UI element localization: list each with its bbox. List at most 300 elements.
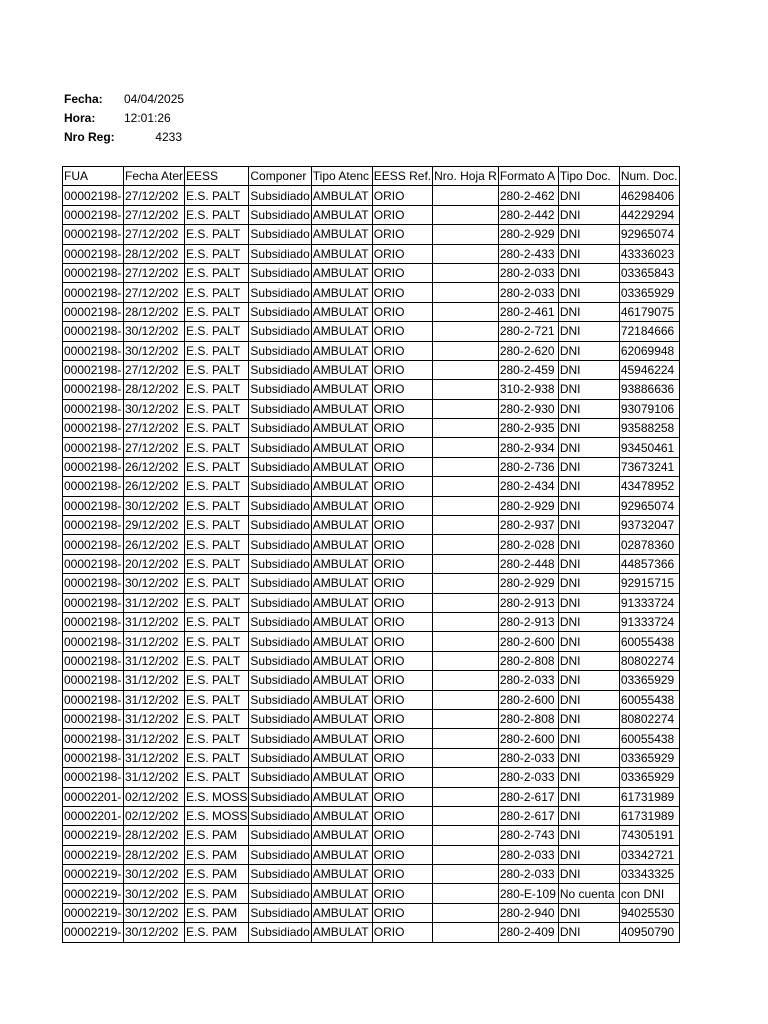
cell-tipo-atencion: AMBULAT bbox=[311, 516, 372, 535]
cell-eess-ref: ORIO bbox=[372, 593, 432, 612]
cell-componente: Subsidiado bbox=[249, 671, 311, 690]
cell-tipo-atencion: AMBULAT bbox=[311, 399, 372, 418]
cell-nro-hoja bbox=[433, 612, 499, 631]
cell-formato: 280-E-109 bbox=[498, 884, 558, 903]
cell-fua: 00002198- bbox=[63, 574, 124, 593]
cell-componente: Subsidiado bbox=[249, 612, 311, 631]
cell-tipo-atencion: AMBULAT bbox=[311, 729, 372, 748]
table-row bbox=[63, 244, 680, 263]
cell-num-doc: 92915715 bbox=[619, 574, 679, 593]
cell-eess-ref: ORIO bbox=[372, 283, 432, 302]
cell-eess-ref: ORIO bbox=[372, 225, 432, 244]
cell-tipo-doc: DNI bbox=[558, 419, 619, 438]
cell-num-doc: 44229294 bbox=[619, 205, 679, 224]
cell-eess: E.S. PALT bbox=[185, 399, 249, 418]
cell-formato: 280-2-617 bbox=[498, 806, 558, 825]
table-row bbox=[63, 826, 680, 845]
cell-tipo-doc: DNI bbox=[558, 709, 619, 728]
cell-nro-hoja bbox=[433, 205, 499, 224]
cell-formato: 310-2-938 bbox=[498, 380, 558, 399]
cell-componente: Subsidiado bbox=[249, 651, 311, 670]
cell-formato: 280-2-600 bbox=[498, 690, 558, 709]
cell-fecha-atencion: 28/12/202 bbox=[124, 380, 185, 399]
cell-fua: 00002198- bbox=[63, 516, 124, 535]
cell-fecha-atencion: 26/12/202 bbox=[124, 535, 185, 554]
cell-formato: 280-2-459 bbox=[498, 360, 558, 379]
cell-tipo-atencion: AMBULAT bbox=[311, 419, 372, 438]
cell-tipo-atencion: AMBULAT bbox=[311, 768, 372, 787]
cell-fua: 00002219- bbox=[63, 884, 124, 903]
cell-fua: 00002219- bbox=[63, 923, 124, 942]
cell-fua: 00002219- bbox=[63, 826, 124, 845]
cell-componente: Subsidiado bbox=[249, 787, 311, 806]
cell-componente: Subsidiado bbox=[249, 806, 311, 825]
cell-num-doc: 61731989 bbox=[619, 806, 679, 825]
cell-componente: Subsidiado bbox=[249, 263, 311, 282]
cell-tipo-atencion: AMBULAT bbox=[311, 457, 372, 476]
cell-fua: 00002219- bbox=[63, 903, 124, 922]
cell-formato: 280-2-033 bbox=[498, 845, 558, 864]
cell-fecha-atencion: 29/12/202 bbox=[124, 516, 185, 535]
cell-tipo-doc: DNI bbox=[558, 263, 619, 282]
cell-num-doc: 73673241 bbox=[619, 457, 679, 476]
cell-formato: 280-2-935 bbox=[498, 419, 558, 438]
cell-eess: E.S. PALT bbox=[185, 632, 249, 651]
cell-eess: E.S. PALT bbox=[185, 263, 249, 282]
cell-eess-ref: ORIO bbox=[372, 651, 432, 670]
cell-nro-hoja bbox=[433, 341, 499, 360]
cell-formato: 280-2-940 bbox=[498, 903, 558, 922]
cell-formato: 280-2-930 bbox=[498, 399, 558, 418]
cell-tipo-atencion: AMBULAT bbox=[311, 903, 372, 922]
cell-tipo-atencion: AMBULAT bbox=[311, 225, 372, 244]
cell-tipo-doc: DNI bbox=[558, 477, 619, 496]
cell-eess: E.S. PALT bbox=[185, 477, 249, 496]
cell-eess-ref: ORIO bbox=[372, 806, 432, 825]
cell-componente: Subsidiado bbox=[249, 768, 311, 787]
cell-num-doc: 93450461 bbox=[619, 438, 679, 457]
cell-fecha-atencion: 27/12/202 bbox=[124, 419, 185, 438]
cell-tipo-atencion: AMBULAT bbox=[311, 806, 372, 825]
cell-componente: Subsidiado bbox=[249, 496, 311, 515]
cell-fua: 00002198- bbox=[63, 535, 124, 554]
column-header-componente: Componer bbox=[249, 167, 311, 186]
cell-fua: 00002198- bbox=[63, 651, 124, 670]
cell-componente: Subsidiado bbox=[249, 205, 311, 224]
cell-eess: E.S. PAM bbox=[185, 903, 249, 922]
cell-tipo-atencion: AMBULAT bbox=[311, 845, 372, 864]
cell-nro-hoja bbox=[433, 748, 499, 767]
cell-formato: 280-2-620 bbox=[498, 341, 558, 360]
cell-formato: 280-2-033 bbox=[498, 283, 558, 302]
cell-nro-hoja bbox=[433, 651, 499, 670]
cell-tipo-doc: DNI bbox=[558, 322, 619, 341]
cell-tipo-atencion: AMBULAT bbox=[311, 632, 372, 651]
cell-eess-ref: ORIO bbox=[372, 923, 432, 942]
cell-num-doc: 03365929 bbox=[619, 671, 679, 690]
cell-eess-ref: ORIO bbox=[372, 399, 432, 418]
cell-num-doc: 60055438 bbox=[619, 632, 679, 651]
table-header-row bbox=[63, 167, 680, 186]
table-row bbox=[63, 806, 680, 825]
cell-eess-ref: ORIO bbox=[372, 516, 432, 535]
cell-fua: 00002198- bbox=[63, 632, 124, 651]
cell-fecha-atencion: 27/12/202 bbox=[124, 186, 185, 205]
cell-tipo-doc: DNI bbox=[558, 729, 619, 748]
cell-componente: Subsidiado bbox=[249, 554, 311, 573]
cell-tipo-atencion: AMBULAT bbox=[311, 826, 372, 845]
cell-fua: 00002198- bbox=[63, 263, 124, 282]
cell-componente: Subsidiado bbox=[249, 283, 311, 302]
table-row bbox=[63, 302, 680, 321]
cell-componente: Subsidiado bbox=[249, 923, 311, 942]
cell-eess-ref: ORIO bbox=[372, 263, 432, 282]
cell-formato: 280-2-913 bbox=[498, 593, 558, 612]
cell-formato: 280-2-913 bbox=[498, 612, 558, 631]
cell-fua: 00002198- bbox=[63, 477, 124, 496]
cell-eess: E.S. PALT bbox=[185, 612, 249, 631]
cell-eess: E.S. PAM bbox=[185, 845, 249, 864]
cell-num-doc: 45946224 bbox=[619, 360, 679, 379]
cell-eess: E.S. PALT bbox=[185, 380, 249, 399]
cell-tipo-atencion: AMBULAT bbox=[311, 360, 372, 379]
cell-eess-ref: ORIO bbox=[372, 186, 432, 205]
cell-eess: E.S. PALT bbox=[185, 205, 249, 224]
table-row bbox=[63, 322, 680, 341]
cell-tipo-atencion: AMBULAT bbox=[311, 205, 372, 224]
cell-eess: E.S. PALT bbox=[185, 283, 249, 302]
cell-nro-hoja bbox=[433, 225, 499, 244]
nro-reg-label: Nro Reg: bbox=[64, 130, 115, 144]
table-row bbox=[63, 263, 680, 282]
cell-fua: 00002201- bbox=[63, 787, 124, 806]
cell-formato: 280-2-929 bbox=[498, 574, 558, 593]
cell-eess-ref: ORIO bbox=[372, 865, 432, 884]
cell-num-doc: 93079106 bbox=[619, 399, 679, 418]
table-row bbox=[63, 865, 680, 884]
cell-fecha-atencion: 31/12/202 bbox=[124, 612, 185, 631]
cell-fecha-atencion: 27/12/202 bbox=[124, 283, 185, 302]
cell-formato: 280-2-934 bbox=[498, 438, 558, 457]
cell-fua: 00002198- bbox=[63, 283, 124, 302]
cell-eess-ref: ORIO bbox=[372, 671, 432, 690]
cell-num-doc: 93886636 bbox=[619, 380, 679, 399]
column-header-fecha-atencion: Fecha Ater bbox=[124, 167, 185, 186]
cell-formato: 280-2-033 bbox=[498, 263, 558, 282]
cell-nro-hoja bbox=[433, 477, 499, 496]
cell-componente: Subsidiado bbox=[249, 574, 311, 593]
cell-tipo-atencion: AMBULAT bbox=[311, 496, 372, 515]
column-header-formato: Formato A bbox=[498, 167, 558, 186]
table-body bbox=[63, 186, 680, 942]
cell-fecha-atencion: 31/12/202 bbox=[124, 768, 185, 787]
cell-formato: 280-2-808 bbox=[498, 709, 558, 728]
cell-formato: 280-2-617 bbox=[498, 787, 558, 806]
fecha-label: Fecha: bbox=[64, 92, 103, 106]
cell-nro-hoja bbox=[433, 729, 499, 748]
cell-eess-ref: ORIO bbox=[372, 554, 432, 573]
cell-eess: E.S. PALT bbox=[185, 729, 249, 748]
cell-componente: Subsidiado bbox=[249, 477, 311, 496]
cell-fecha-atencion: 31/12/202 bbox=[124, 593, 185, 612]
cell-fecha-atencion: 30/12/202 bbox=[124, 322, 185, 341]
cell-tipo-atencion: AMBULAT bbox=[311, 283, 372, 302]
table-row bbox=[63, 612, 680, 631]
cell-num-doc: con DNI bbox=[619, 884, 679, 903]
table-row bbox=[63, 380, 680, 399]
cell-fua: 00002198- bbox=[63, 186, 124, 205]
cell-nro-hoja bbox=[433, 903, 499, 922]
cell-eess: E.S. PALT bbox=[185, 244, 249, 263]
cell-tipo-doc: DNI bbox=[558, 554, 619, 573]
cell-componente: Subsidiado bbox=[249, 225, 311, 244]
cell-tipo-atencion: AMBULAT bbox=[311, 574, 372, 593]
cell-num-doc: 61731989 bbox=[619, 787, 679, 806]
cell-eess-ref: ORIO bbox=[372, 845, 432, 864]
cell-formato: 280-2-736 bbox=[498, 457, 558, 476]
cell-num-doc: 03365929 bbox=[619, 748, 679, 767]
cell-tipo-doc: DNI bbox=[558, 360, 619, 379]
cell-num-doc: 74305191 bbox=[619, 826, 679, 845]
hora-row bbox=[64, 111, 171, 125]
cell-num-doc: 93732047 bbox=[619, 516, 679, 535]
cell-fua: 00002198- bbox=[63, 380, 124, 399]
table-row bbox=[63, 651, 680, 670]
cell-fua: 00002198- bbox=[63, 690, 124, 709]
table-row bbox=[63, 845, 680, 864]
cell-eess: E.S. PALT bbox=[185, 322, 249, 341]
column-header-num-doc: Num. Doc. bbox=[619, 167, 679, 186]
cell-eess: E.S. PALT bbox=[185, 457, 249, 476]
table-row bbox=[63, 438, 680, 457]
cell-tipo-atencion: AMBULAT bbox=[311, 651, 372, 670]
cell-eess-ref: ORIO bbox=[372, 709, 432, 728]
cell-tipo-atencion: AMBULAT bbox=[311, 322, 372, 341]
table-row bbox=[63, 690, 680, 709]
cell-tipo-doc: DNI bbox=[558, 748, 619, 767]
table-row bbox=[63, 554, 680, 573]
cell-num-doc: 03365929 bbox=[619, 768, 679, 787]
cell-nro-hoja bbox=[433, 632, 499, 651]
cell-fua: 00002198- bbox=[63, 709, 124, 728]
table-row bbox=[63, 516, 680, 535]
cell-nro-hoja bbox=[433, 322, 499, 341]
cell-tipo-doc: DNI bbox=[558, 244, 619, 263]
cell-eess: E.S. PALT bbox=[185, 593, 249, 612]
cell-componente: Subsidiado bbox=[249, 729, 311, 748]
cell-eess-ref: ORIO bbox=[372, 438, 432, 457]
column-header-tipo-doc: Tipo Doc. bbox=[558, 167, 619, 186]
cell-fecha-atencion: 31/12/202 bbox=[124, 729, 185, 748]
cell-eess-ref: ORIO bbox=[372, 380, 432, 399]
fecha-row bbox=[64, 92, 184, 106]
cell-tipo-doc: DNI bbox=[558, 186, 619, 205]
cell-nro-hoja bbox=[433, 884, 499, 903]
cell-eess: E.S. PAM bbox=[185, 923, 249, 942]
cell-tipo-atencion: AMBULAT bbox=[311, 302, 372, 321]
cell-nro-hoja bbox=[433, 574, 499, 593]
cell-eess-ref: ORIO bbox=[372, 360, 432, 379]
table-row bbox=[63, 903, 680, 922]
cell-tipo-doc: No cuenta bbox=[558, 884, 619, 903]
cell-num-doc: 91333724 bbox=[619, 593, 679, 612]
cell-nro-hoja bbox=[433, 709, 499, 728]
cell-tipo-atencion: AMBULAT bbox=[311, 244, 372, 263]
table-row bbox=[63, 787, 680, 806]
cell-fua: 00002198- bbox=[63, 302, 124, 321]
nro-reg-row bbox=[64, 130, 182, 144]
cell-tipo-doc: DNI bbox=[558, 806, 619, 825]
table-row bbox=[63, 923, 680, 942]
cell-fua: 00002198- bbox=[63, 496, 124, 515]
cell-fecha-atencion: 30/12/202 bbox=[124, 341, 185, 360]
cell-fua: 00002198- bbox=[63, 399, 124, 418]
table-row bbox=[63, 205, 680, 224]
cell-componente: Subsidiado bbox=[249, 341, 311, 360]
cell-fecha-atencion: 27/12/202 bbox=[124, 225, 185, 244]
cell-componente: Subsidiado bbox=[249, 399, 311, 418]
cell-tipo-doc: DNI bbox=[558, 690, 619, 709]
cell-eess-ref: ORIO bbox=[372, 884, 432, 903]
cell-eess-ref: ORIO bbox=[372, 903, 432, 922]
cell-fecha-atencion: 31/12/202 bbox=[124, 651, 185, 670]
table-row bbox=[63, 768, 680, 787]
cell-eess: E.S. PAM bbox=[185, 884, 249, 903]
column-header-nro-hoja: Nro. Hoja R bbox=[433, 167, 499, 186]
table-row bbox=[63, 632, 680, 651]
table-row bbox=[63, 535, 680, 554]
cell-eess: E.S. PALT bbox=[185, 671, 249, 690]
cell-tipo-doc: DNI bbox=[558, 341, 619, 360]
cell-num-doc: 44857366 bbox=[619, 554, 679, 573]
cell-nro-hoja bbox=[433, 535, 499, 554]
fua-table bbox=[62, 166, 680, 943]
cell-nro-hoja bbox=[433, 419, 499, 438]
cell-nro-hoja bbox=[433, 263, 499, 282]
cell-nro-hoja bbox=[433, 283, 499, 302]
cell-eess: E.S. PALT bbox=[185, 768, 249, 787]
cell-formato: 280-2-033 bbox=[498, 768, 558, 787]
cell-num-doc: 46179075 bbox=[619, 302, 679, 321]
cell-tipo-doc: DNI bbox=[558, 671, 619, 690]
cell-eess-ref: ORIO bbox=[372, 341, 432, 360]
hora-value: 12:01:26 bbox=[124, 111, 171, 125]
cell-eess: E.S. PALT bbox=[185, 496, 249, 515]
table-row bbox=[63, 419, 680, 438]
cell-num-doc: 60055438 bbox=[619, 690, 679, 709]
cell-nro-hoja bbox=[433, 302, 499, 321]
cell-fecha-atencion: 28/12/202 bbox=[124, 302, 185, 321]
cell-num-doc: 80802274 bbox=[619, 709, 679, 728]
cell-tipo-doc: DNI bbox=[558, 302, 619, 321]
cell-fua: 00002198- bbox=[63, 457, 124, 476]
cell-tipo-doc: DNI bbox=[558, 496, 619, 515]
cell-fua: 00002198- bbox=[63, 244, 124, 263]
cell-formato: 280-2-600 bbox=[498, 632, 558, 651]
cell-eess: E.S. PALT bbox=[185, 225, 249, 244]
table-row bbox=[63, 748, 680, 767]
cell-eess: E.S. PALT bbox=[185, 419, 249, 438]
cell-nro-hoja bbox=[433, 865, 499, 884]
cell-tipo-doc: DNI bbox=[558, 225, 619, 244]
cell-tipo-doc: DNI bbox=[558, 283, 619, 302]
cell-nro-hoja bbox=[433, 516, 499, 535]
cell-eess: E.S. PALT bbox=[185, 554, 249, 573]
cell-eess-ref: ORIO bbox=[372, 826, 432, 845]
cell-formato: 280-2-461 bbox=[498, 302, 558, 321]
cell-nro-hoja bbox=[433, 787, 499, 806]
cell-fua: 00002198- bbox=[63, 768, 124, 787]
cell-componente: Subsidiado bbox=[249, 845, 311, 864]
cell-tipo-atencion: AMBULAT bbox=[311, 535, 372, 554]
cell-formato: 280-2-721 bbox=[498, 322, 558, 341]
cell-formato: 280-2-937 bbox=[498, 516, 558, 535]
cell-formato: 280-2-033 bbox=[498, 671, 558, 690]
cell-tipo-atencion: AMBULAT bbox=[311, 884, 372, 903]
table-row bbox=[63, 283, 680, 302]
cell-nro-hoja bbox=[433, 186, 499, 205]
cell-tipo-doc: DNI bbox=[558, 903, 619, 922]
cell-nro-hoja bbox=[433, 244, 499, 263]
cell-num-doc: 94025530 bbox=[619, 903, 679, 922]
cell-fua: 00002198- bbox=[63, 205, 124, 224]
cell-fua: 00002198- bbox=[63, 341, 124, 360]
cell-tipo-atencion: AMBULAT bbox=[311, 671, 372, 690]
cell-eess-ref: ORIO bbox=[372, 535, 432, 554]
cell-tipo-doc: DNI bbox=[558, 535, 619, 554]
cell-num-doc: 03365929 bbox=[619, 283, 679, 302]
cell-nro-hoja bbox=[433, 554, 499, 573]
cell-fecha-atencion: 31/12/202 bbox=[124, 632, 185, 651]
cell-tipo-doc: DNI bbox=[558, 632, 619, 651]
cell-componente: Subsidiado bbox=[249, 438, 311, 457]
cell-fua: 00002198- bbox=[63, 612, 124, 631]
table-row bbox=[63, 496, 680, 515]
cell-fua: 00002198- bbox=[63, 322, 124, 341]
cell-num-doc: 93588258 bbox=[619, 419, 679, 438]
table-row bbox=[63, 341, 680, 360]
cell-fecha-atencion: 31/12/202 bbox=[124, 671, 185, 690]
column-header-tipo-atencion: Tipo Atenc bbox=[311, 167, 372, 186]
cell-eess: E.S. PALT bbox=[185, 516, 249, 535]
cell-fecha-atencion: 30/12/202 bbox=[124, 399, 185, 418]
cell-fecha-atencion: 31/12/202 bbox=[124, 690, 185, 709]
cell-eess: E.S. PALT bbox=[185, 748, 249, 767]
cell-eess: E.S. PAM bbox=[185, 865, 249, 884]
nro-reg-value: 4233 bbox=[155, 130, 182, 144]
cell-eess: E.S. PALT bbox=[185, 709, 249, 728]
cell-formato: 280-2-434 bbox=[498, 477, 558, 496]
cell-fecha-atencion: 26/12/202 bbox=[124, 457, 185, 476]
cell-nro-hoja bbox=[433, 593, 499, 612]
cell-eess: E.S. PALT bbox=[185, 360, 249, 379]
cell-componente: Subsidiado bbox=[249, 709, 311, 728]
cell-componente: Subsidiado bbox=[249, 884, 311, 903]
cell-fecha-atencion: 28/12/202 bbox=[124, 845, 185, 864]
cell-num-doc: 62069948 bbox=[619, 341, 679, 360]
cell-nro-hoja bbox=[433, 496, 499, 515]
cell-tipo-doc: DNI bbox=[558, 865, 619, 884]
cell-eess: E.S. PALT bbox=[185, 438, 249, 457]
cell-nro-hoja bbox=[433, 380, 499, 399]
cell-eess-ref: ORIO bbox=[372, 632, 432, 651]
cell-tipo-doc: DNI bbox=[558, 768, 619, 787]
cell-formato: 280-2-433 bbox=[498, 244, 558, 263]
cell-num-doc: 92965074 bbox=[619, 496, 679, 515]
cell-num-doc: 02878360 bbox=[619, 535, 679, 554]
cell-componente: Subsidiado bbox=[249, 903, 311, 922]
cell-num-doc: 80802274 bbox=[619, 651, 679, 670]
